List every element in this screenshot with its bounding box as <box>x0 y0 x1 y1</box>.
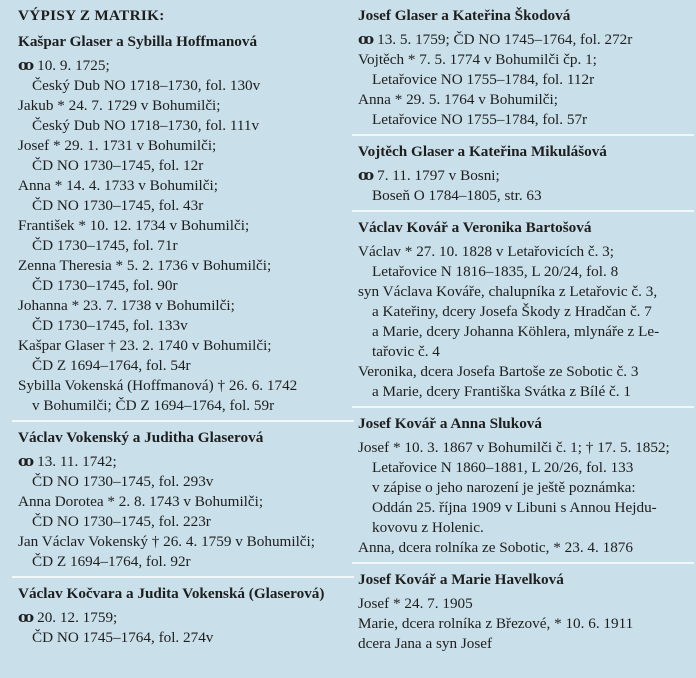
record-line <box>18 316 348 336</box>
record-text: Zenna Theresia * 5. 2. 1736 v Bohumilči; <box>18 257 272 274</box>
record-line <box>358 614 688 634</box>
record-text: 10. 9. 1725; <box>37 57 110 74</box>
record-text: Anna Dorotea * 2. 8. 1743 v Bohumilči; <box>18 493 264 510</box>
record-text: 13. 5. 1759; ČD NO 1745–1764, fol. 272r <box>377 31 633 48</box>
section-title: Václav Vokenský a Juditha Glaserová <box>18 429 264 446</box>
record-line <box>358 282 688 302</box>
record-line <box>18 356 348 376</box>
record-text: ČD 1730–1745, fol. 90r <box>32 277 178 294</box>
record-line <box>18 136 348 156</box>
record-line <box>358 498 688 518</box>
record-line <box>358 458 688 478</box>
record-line <box>18 628 348 648</box>
record-text: kovovu z Holenic. <box>372 519 484 536</box>
record-text: ČD Z 1694–1764, fol. 92r <box>32 553 191 570</box>
section-title: Kašpar Glaser a Sybilla Hoffmanová <box>18 33 258 50</box>
record-line <box>18 256 348 276</box>
record-line <box>18 296 348 316</box>
record-text: ČD NO 1745–1764, fol. 274v <box>32 629 214 646</box>
record-text: tařovic č. 4 <box>372 343 440 360</box>
record-text: Sybilla Vokenská (Hoffmanová) † 26. 6. 1742 <box>18 377 298 394</box>
record-text: ČD NO 1730–1745, fol. 293v <box>32 473 214 490</box>
record-text: ČD Z 1694–1764, fol. 54r <box>32 357 191 374</box>
record-text: syn Václava Kováře, chalupníka z Letařovic č. 3, <box>358 283 658 300</box>
record-text: ČD NO 1730–1745, fol. 12r <box>32 157 204 174</box>
record-section <box>18 420 348 572</box>
record-section <box>358 562 688 654</box>
record-line <box>18 552 348 572</box>
record-section <box>358 134 688 206</box>
record-line <box>18 196 348 216</box>
record-line <box>18 176 348 196</box>
record-text: Letařovice NO 1755–1784, fol. 112r <box>372 71 595 88</box>
record-text: Marie, dcera rolníka z Březové, * 10. 6. 1911 <box>358 615 634 632</box>
record-line <box>18 96 348 116</box>
record-line <box>18 336 348 356</box>
record-text: Letařovice N 1860–1881, L 20/26, fol. 133 <box>372 459 634 476</box>
record-text: Vojtěch * 7. 5. 1774 v Bohumilči čp. 1; <box>358 51 597 68</box>
record-line <box>358 302 688 322</box>
record-line <box>18 276 348 296</box>
record-text: v zápise o jeho narození je ještě poznámka: <box>372 479 636 496</box>
record-line <box>18 216 348 236</box>
record-line <box>18 608 348 628</box>
record-text: ČD 1730–1745, fol. 133v <box>32 317 188 334</box>
record-text: František * 10. 12. 1734 v Bohumilči; <box>18 217 250 234</box>
marriage-rings-icon: ꝏ <box>18 609 32 626</box>
record-text: a Marie, dcery Johanna Köhlera, mlynáře z Le- <box>372 323 660 340</box>
record-text: Boseň O 1784–1805, str. 63 <box>372 187 542 204</box>
record-text: Johanna * 23. 7. 1738 v Bohumilči; <box>18 297 235 314</box>
record-line <box>358 30 688 50</box>
record-text: Letařovice NO 1755–1784, fol. 57r <box>372 111 588 128</box>
record-line <box>358 166 688 186</box>
record-line <box>358 478 688 498</box>
record-line <box>18 452 348 472</box>
record-line <box>358 342 688 362</box>
record-text: Jan Václav Vokenský † 26. 4. 1759 v Bohumilči; <box>18 533 315 550</box>
record-line <box>358 538 688 558</box>
page-heading: VÝPISY Z MATRIK: <box>18 7 165 24</box>
record-text: 7. 11. 1797 v Bosni; <box>377 167 500 184</box>
record-section <box>358 0 688 130</box>
record-line <box>18 492 348 512</box>
right-column <box>358 0 688 654</box>
marriage-rings-icon: ꝏ <box>18 57 32 74</box>
record-text: v Bohumilči; ČD Z 1694–1764, fol. 59r <box>32 397 275 414</box>
record-text: Český Dub NO 1718–1730, fol. 111v <box>32 117 260 134</box>
record-line <box>18 116 348 136</box>
record-line <box>358 322 688 342</box>
record-line <box>18 472 348 492</box>
record-text: a Marie, dcery Františka Svátka z Bílé č. 1 <box>372 383 631 400</box>
record-line <box>358 634 688 654</box>
record-line <box>18 396 348 416</box>
section-title: Václav Kočvara a Judita Vokenská (Glaserová) <box>18 585 325 602</box>
record-text: Anna, dcera rolníka ze Sobotic, * 23. 4. 1876 <box>358 539 633 556</box>
record-line <box>18 56 348 76</box>
record-section <box>358 406 688 558</box>
record-text: 13. 11. 1742; <box>37 453 117 470</box>
record-line <box>18 512 348 532</box>
record-text: ČD NO 1730–1745, fol. 223r <box>32 513 211 530</box>
record-line <box>358 362 688 382</box>
record-line <box>358 242 688 262</box>
left-column <box>18 0 348 648</box>
record-line <box>18 236 348 256</box>
record-line <box>358 70 688 90</box>
record-line <box>358 90 688 110</box>
record-line <box>358 110 688 130</box>
record-line <box>358 186 688 206</box>
record-line <box>18 532 348 552</box>
record-line <box>18 156 348 176</box>
record-line <box>358 594 688 614</box>
record-text: Anna * 29. 5. 1764 v Bohumilči; <box>358 91 558 108</box>
section-title: Josef Glaser a Kateřina Škodová <box>358 7 571 24</box>
section-title: Josef Kovář a Anna Sluková <box>358 415 542 432</box>
record-section <box>358 210 688 402</box>
record-text: dcera Jana a syn Josef <box>358 635 493 652</box>
record-section <box>18 576 348 648</box>
record-text: ČD 1730–1745, fol. 71r <box>32 237 178 254</box>
record-text: ČD NO 1730–1745, fol. 43r <box>32 197 204 214</box>
record-text: Václav * 27. 10. 1828 v Letařovicích č. 3; <box>358 243 614 260</box>
record-line <box>358 50 688 70</box>
record-text: Kašpar Glaser † 23. 2. 1740 v Bohumilči; <box>18 337 272 354</box>
record-text: Veronika, dcera Josefa Bartoše ze Sobotic č. 3 <box>358 363 639 380</box>
record-section <box>18 26 348 416</box>
record-line <box>358 382 688 402</box>
record-line <box>18 376 348 396</box>
record-text: Josef * 24. 7. 1905 <box>358 595 473 612</box>
right-sections <box>358 0 688 654</box>
record-text: Anna * 14. 4. 1733 v Bohumilči; <box>18 177 218 194</box>
record-text: Oddán 25. října 1909 v Libuni s Annou Hejdu- <box>372 499 657 516</box>
marriage-rings-icon: ꝏ <box>18 453 32 470</box>
section-title: Vojtěch Glaser a Kateřina Mikulášová <box>358 143 607 160</box>
record-text: Josef * 10. 3. 1867 v Bohumilči č. 1; † 17. 5. 1852; <box>358 439 670 456</box>
record-text: a Kateřiny, dcery Josefa Škody z Hradčan č. 7 <box>372 303 652 320</box>
record-text: Český Dub NO 1718–1730, fol. 130v <box>32 77 261 94</box>
record-line <box>358 518 688 538</box>
record-text: Josef * 29. 1. 1731 v Bohumilči; <box>18 137 217 154</box>
record-text: 20. 12. 1759; <box>37 609 118 626</box>
marriage-rings-icon: ꝏ <box>358 31 372 48</box>
section-title: Josef Kovář a Marie Havelková <box>358 571 564 588</box>
left-sections <box>18 26 348 648</box>
record-line <box>358 262 688 282</box>
marriage-rings-icon: ꝏ <box>358 167 372 184</box>
record-line <box>18 76 348 96</box>
record-line <box>358 438 688 458</box>
section-title: Václav Kovář a Veronika Bartošová <box>358 219 592 236</box>
record-text: Jakub * 24. 7. 1729 v Bohumilči; <box>18 97 221 114</box>
record-text: Letařovice N 1816–1835, L 20/24, fol. 8 <box>372 263 619 280</box>
